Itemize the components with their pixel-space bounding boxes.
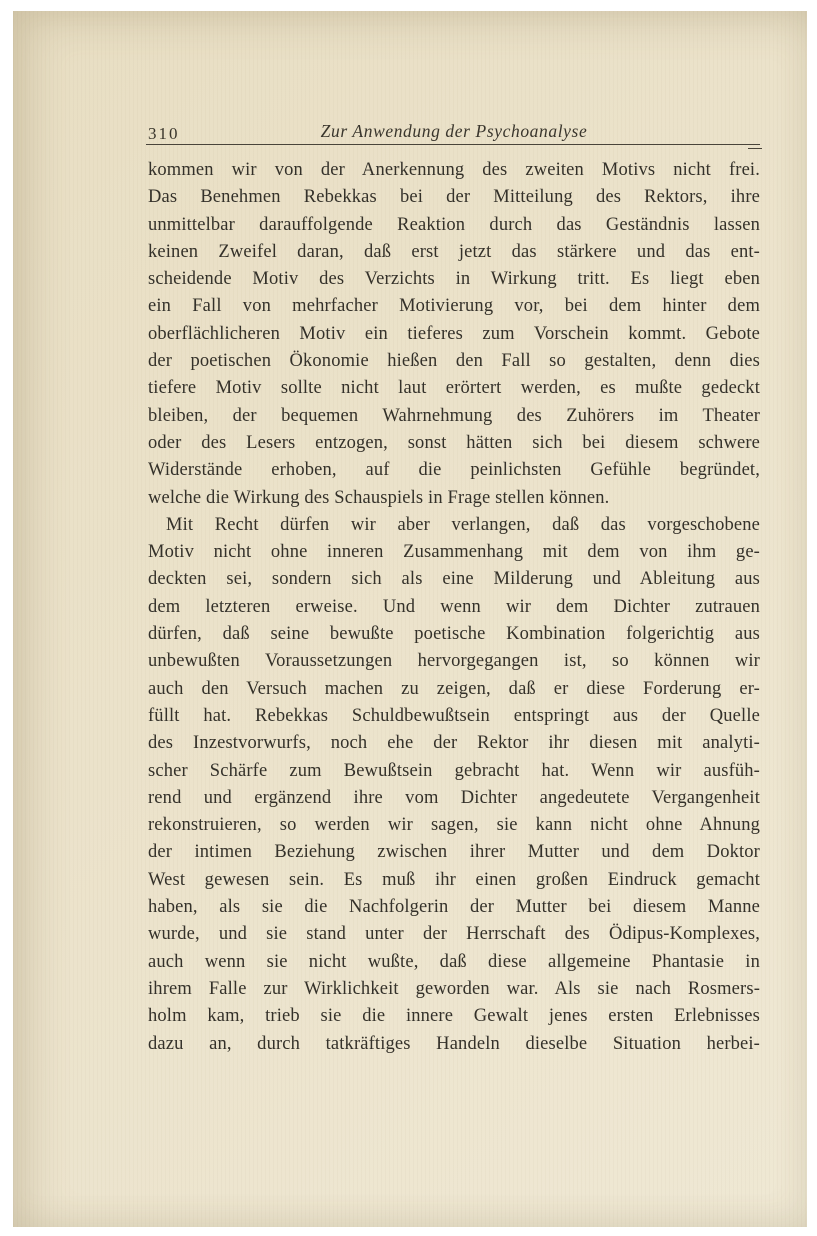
body-text <box>148 157 760 1058</box>
text-line: auch den Versuch machen zu zeigen, daß er diese Forderung er- <box>148 678 760 699</box>
text-line: West gewesen sein. Es muß ihr einen großen Eindruck gemacht <box>148 869 760 890</box>
text-line: welche die Wirkung des Schauspiels in Frage stellen können. <box>148 487 610 508</box>
text-line: unbewußten Voraussetzungen hervorgegangen ist, so können wir <box>148 651 760 672</box>
header-rule-tick <box>748 148 762 149</box>
page-number: 310 <box>148 124 180 143</box>
text-line: dürfen, daß seine bewußte poetische Kombination folgerichtig aus <box>148 624 760 645</box>
text-line: Motiv nicht ohne inneren Zusammenhang mit dem von ihm ge- <box>148 542 760 563</box>
text-line: Widerstände erhoben, auf die peinlichsten Gefühle begründet, <box>148 460 760 481</box>
text-line: oder des Lesers entzogen, sonst hätten sich bei diesem schwere <box>148 432 760 453</box>
text-line: dazu an, durch tatkräftiges Handeln dieselbe Situation herbei- <box>148 1033 760 1054</box>
text-line: Mit Recht dürfen wir aber verlangen, daß das vorgeschobene <box>166 514 760 535</box>
text-line: ihrem Falle zur Wirklichkeit geworden war. Als sie nach Rosmers- <box>148 978 760 999</box>
text-line: ein Fall von mehrfacher Motivierung vor, bei dem hinter dem <box>148 296 760 317</box>
text-line: deckten sei, sondern sich als eine Milderung und Ableitung aus <box>148 569 760 590</box>
text-line: auch wenn sie nicht wußte, daß diese allgemeine Phantasie in <box>148 951 760 972</box>
text-line: holm kam, trieb sie die innere Gewalt jenes ersten Erlebnisses <box>148 1006 760 1027</box>
running-title: Zur Anwendung der Psychoanalyse <box>320 121 588 141</box>
text-line: der intimen Beziehung zwischen ihrer Mutter und dem Doktor <box>148 842 760 863</box>
text-line: scheidende Motiv des Verzichts in Wirkung tritt. Es liegt eben <box>148 269 760 290</box>
text-line: füllt hat. Rebekkas Schuldbewußtsein entspringt aus der Quelle <box>148 705 760 726</box>
text-line: tiefere Motiv sollte nicht laut erörtert werden, es mußte gedeckt <box>148 378 760 399</box>
text-line: wurde, und sie stand unter der Herrschaft des Ödipus-Komplexes, <box>148 924 760 945</box>
paper-surface <box>13 11 807 1227</box>
paragraph <box>148 512 760 1058</box>
text-line: haben, als sie die Nachfolgerin der Mutter bei diesem Manne <box>148 897 760 918</box>
text-line: Das Benehmen Rebekkas bei der Mitteilung des Rektors, ihre <box>148 187 760 208</box>
text-line: dem letzteren erweise. Und wenn wir dem Dichter zutrauen <box>148 596 760 617</box>
text-line: oberflächlicheren Motiv ein tieferes zum Vorschein kommt. Gebote <box>148 323 760 344</box>
header-rule <box>146 144 760 145</box>
paragraph <box>148 157 760 512</box>
text-line: scher Schärfe zum Bewußtsein gebracht hat. Wenn wir ausfüh- <box>148 760 760 781</box>
text-line: bleiben, der bequemen Wahrnehmung des Zuhörers im Theater <box>148 405 760 426</box>
text-line: der poetischen Ökonomie hießen den Fall so gestalten, denn dies <box>148 351 760 372</box>
text-line: rekonstruieren, so werden wir sagen, sie kann nicht ohne Ahnung <box>148 815 760 836</box>
text-line: rend und ergänzend ihre vom Dichter angedeutete Vergangenheit <box>148 787 760 808</box>
text-line: keinen Zweifel daran, daß erst jetzt das stärkere und das ent- <box>148 241 760 262</box>
text-line: kommen wir von der Anerkennung des zweiten Motivs nicht frei. <box>148 160 760 180</box>
text-line: des Inzestvorwurfs, noch ehe der Rektor ihr diesen mit analyti- <box>148 733 760 754</box>
text-line: unmittelbar darauffolgende Reaktion durch das Geständnis lassen <box>148 214 760 235</box>
